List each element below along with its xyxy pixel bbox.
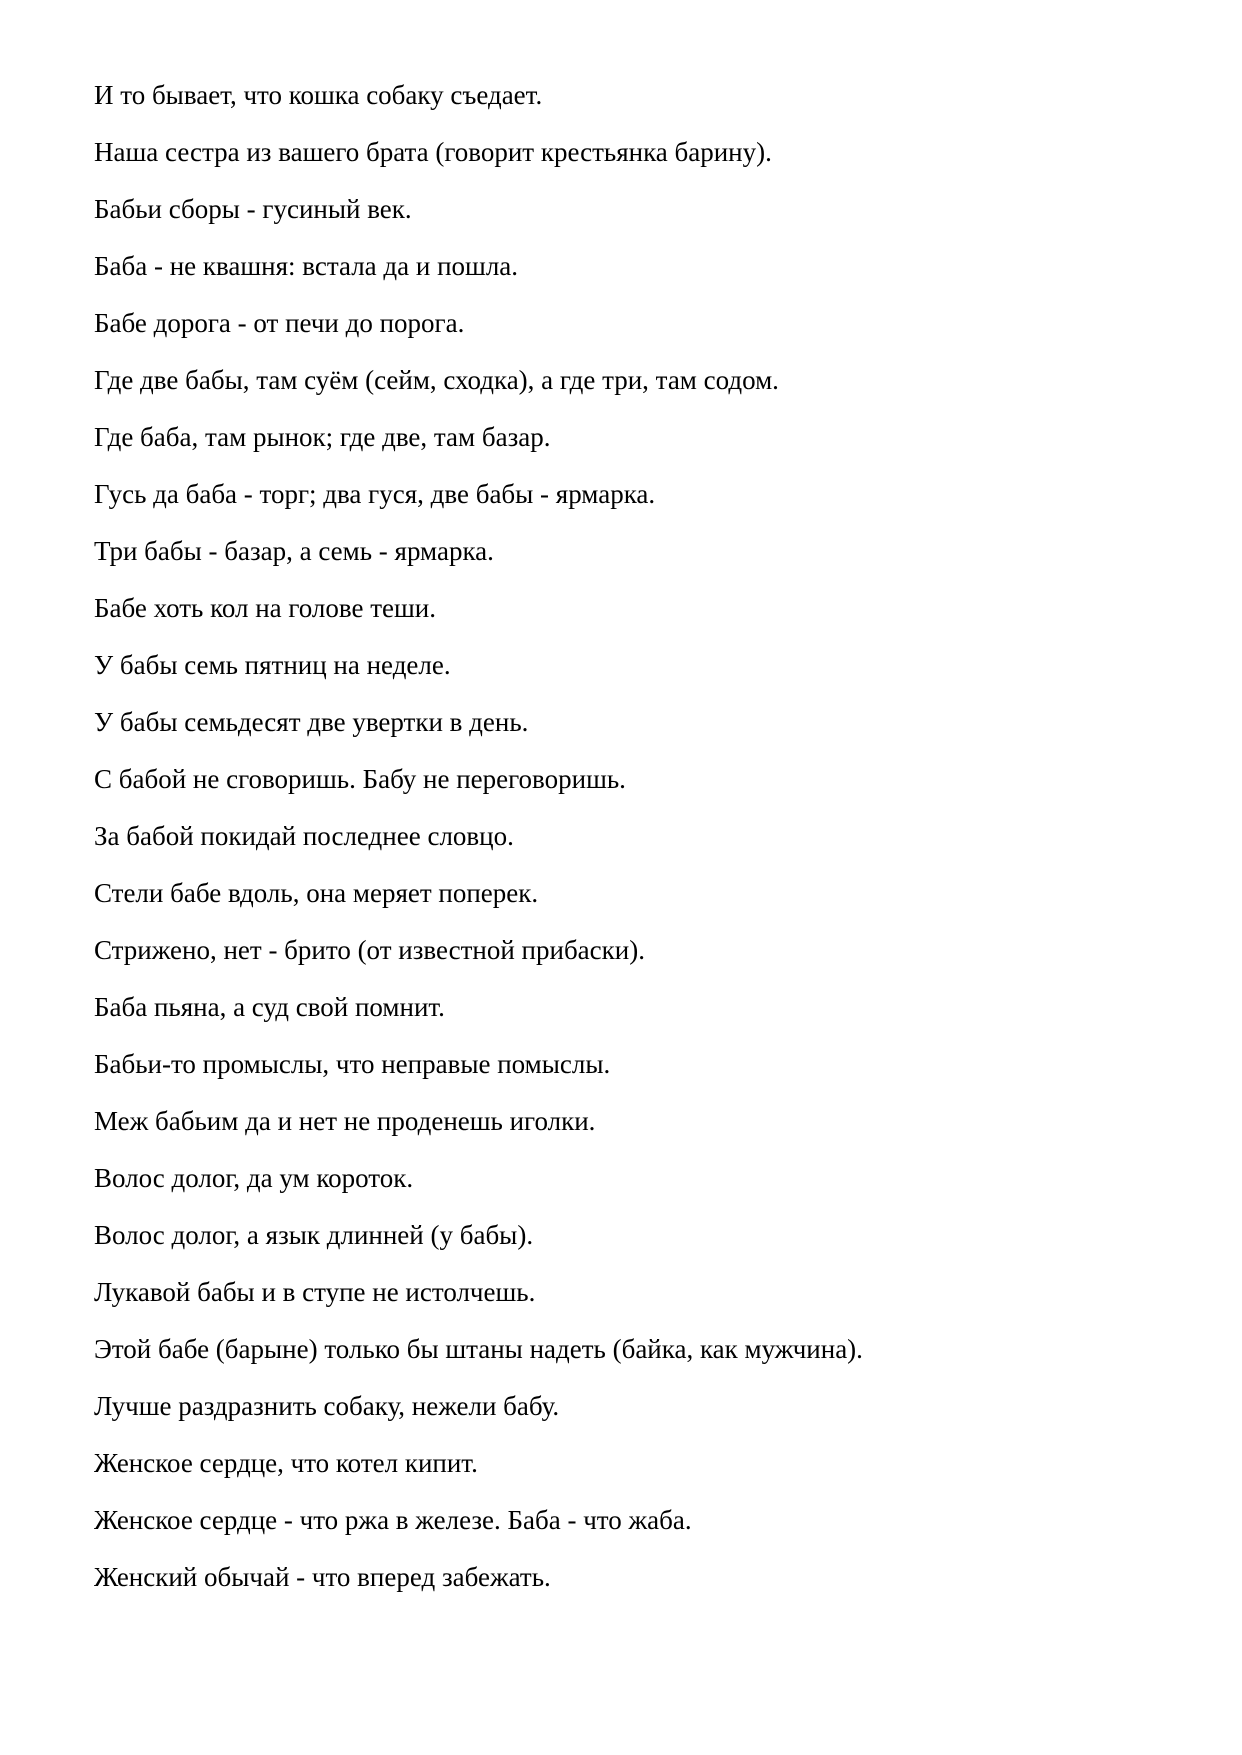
proverb-line: Женское сердце, что котел кипит.: [94, 1448, 478, 1478]
proverb-list: [94, 81, 1194, 1620]
proverb-line: Лукавой бабы и в ступе не истолчешь.: [94, 1277, 536, 1307]
proverb-line: Женский обычай - что вперед забежать.: [94, 1562, 551, 1592]
proverb-line: Наша сестра из вашего брата (говорит крестьянка барину).: [94, 137, 772, 167]
proverb-line: Бабьи-то промыслы, что неправые помыслы.: [94, 1049, 611, 1079]
proverb-line: У бабы семьдесят две увертки в день.: [94, 707, 529, 737]
proverb-line: Лучше раздразнить собаку, нежели бабу.: [94, 1391, 560, 1421]
proverb-line: Волос долог, а язык длинней (у бабы).: [94, 1220, 534, 1250]
proverb-line: Этой бабе (барыне) только бы штаны надеть (байка, как мужчина).: [94, 1334, 863, 1364]
proverb-line: Стели бабе вдоль, она меряет поперек.: [94, 878, 539, 908]
proverb-line: За бабой покидай последнее словцо.: [94, 821, 514, 851]
proverb-line: У бабы семь пятниц на неделе.: [94, 650, 451, 680]
proverb-line: Где две бабы, там суём (сейм, сходка), а где три, там содом.: [94, 365, 779, 395]
proverb-line: Бабе дорога - от печи до порога.: [94, 308, 465, 338]
proverb-line: Бабе хоть кол на голове теши.: [94, 593, 436, 623]
proverb-line: Где баба, там рынок; где две, там базар.: [94, 422, 551, 452]
proverb-line: Бабьи сборы - гусиный век.: [94, 194, 412, 224]
proverb-line: Меж бабьим да и нет не проденешь иголки.: [94, 1106, 596, 1136]
proverb-line: Три бабы - базар, а семь - ярмарка.: [94, 536, 494, 566]
proverb-line: Баба пьяна, а суд свой помнит.: [94, 992, 445, 1022]
proverb-line: Баба - не квашня: встала да и пошла.: [94, 251, 519, 281]
proverb-line: Стрижено, нет - брито (от известной прибаски).: [94, 935, 645, 965]
proverb-line: И то бывает, что кошка собаку съедает.: [94, 80, 543, 110]
proverb-line: Гусь да баба - торг; два гуся, две бабы - ярмарка.: [94, 479, 656, 509]
proverb-line: Волос долог, да ум короток.: [94, 1163, 414, 1193]
proverb-line: С бабой не сговоришь. Бабу не переговоришь.: [94, 764, 626, 794]
proverb-line: Женское сердце - что ржа в железе. Баба - что жаба.: [94, 1505, 692, 1535]
